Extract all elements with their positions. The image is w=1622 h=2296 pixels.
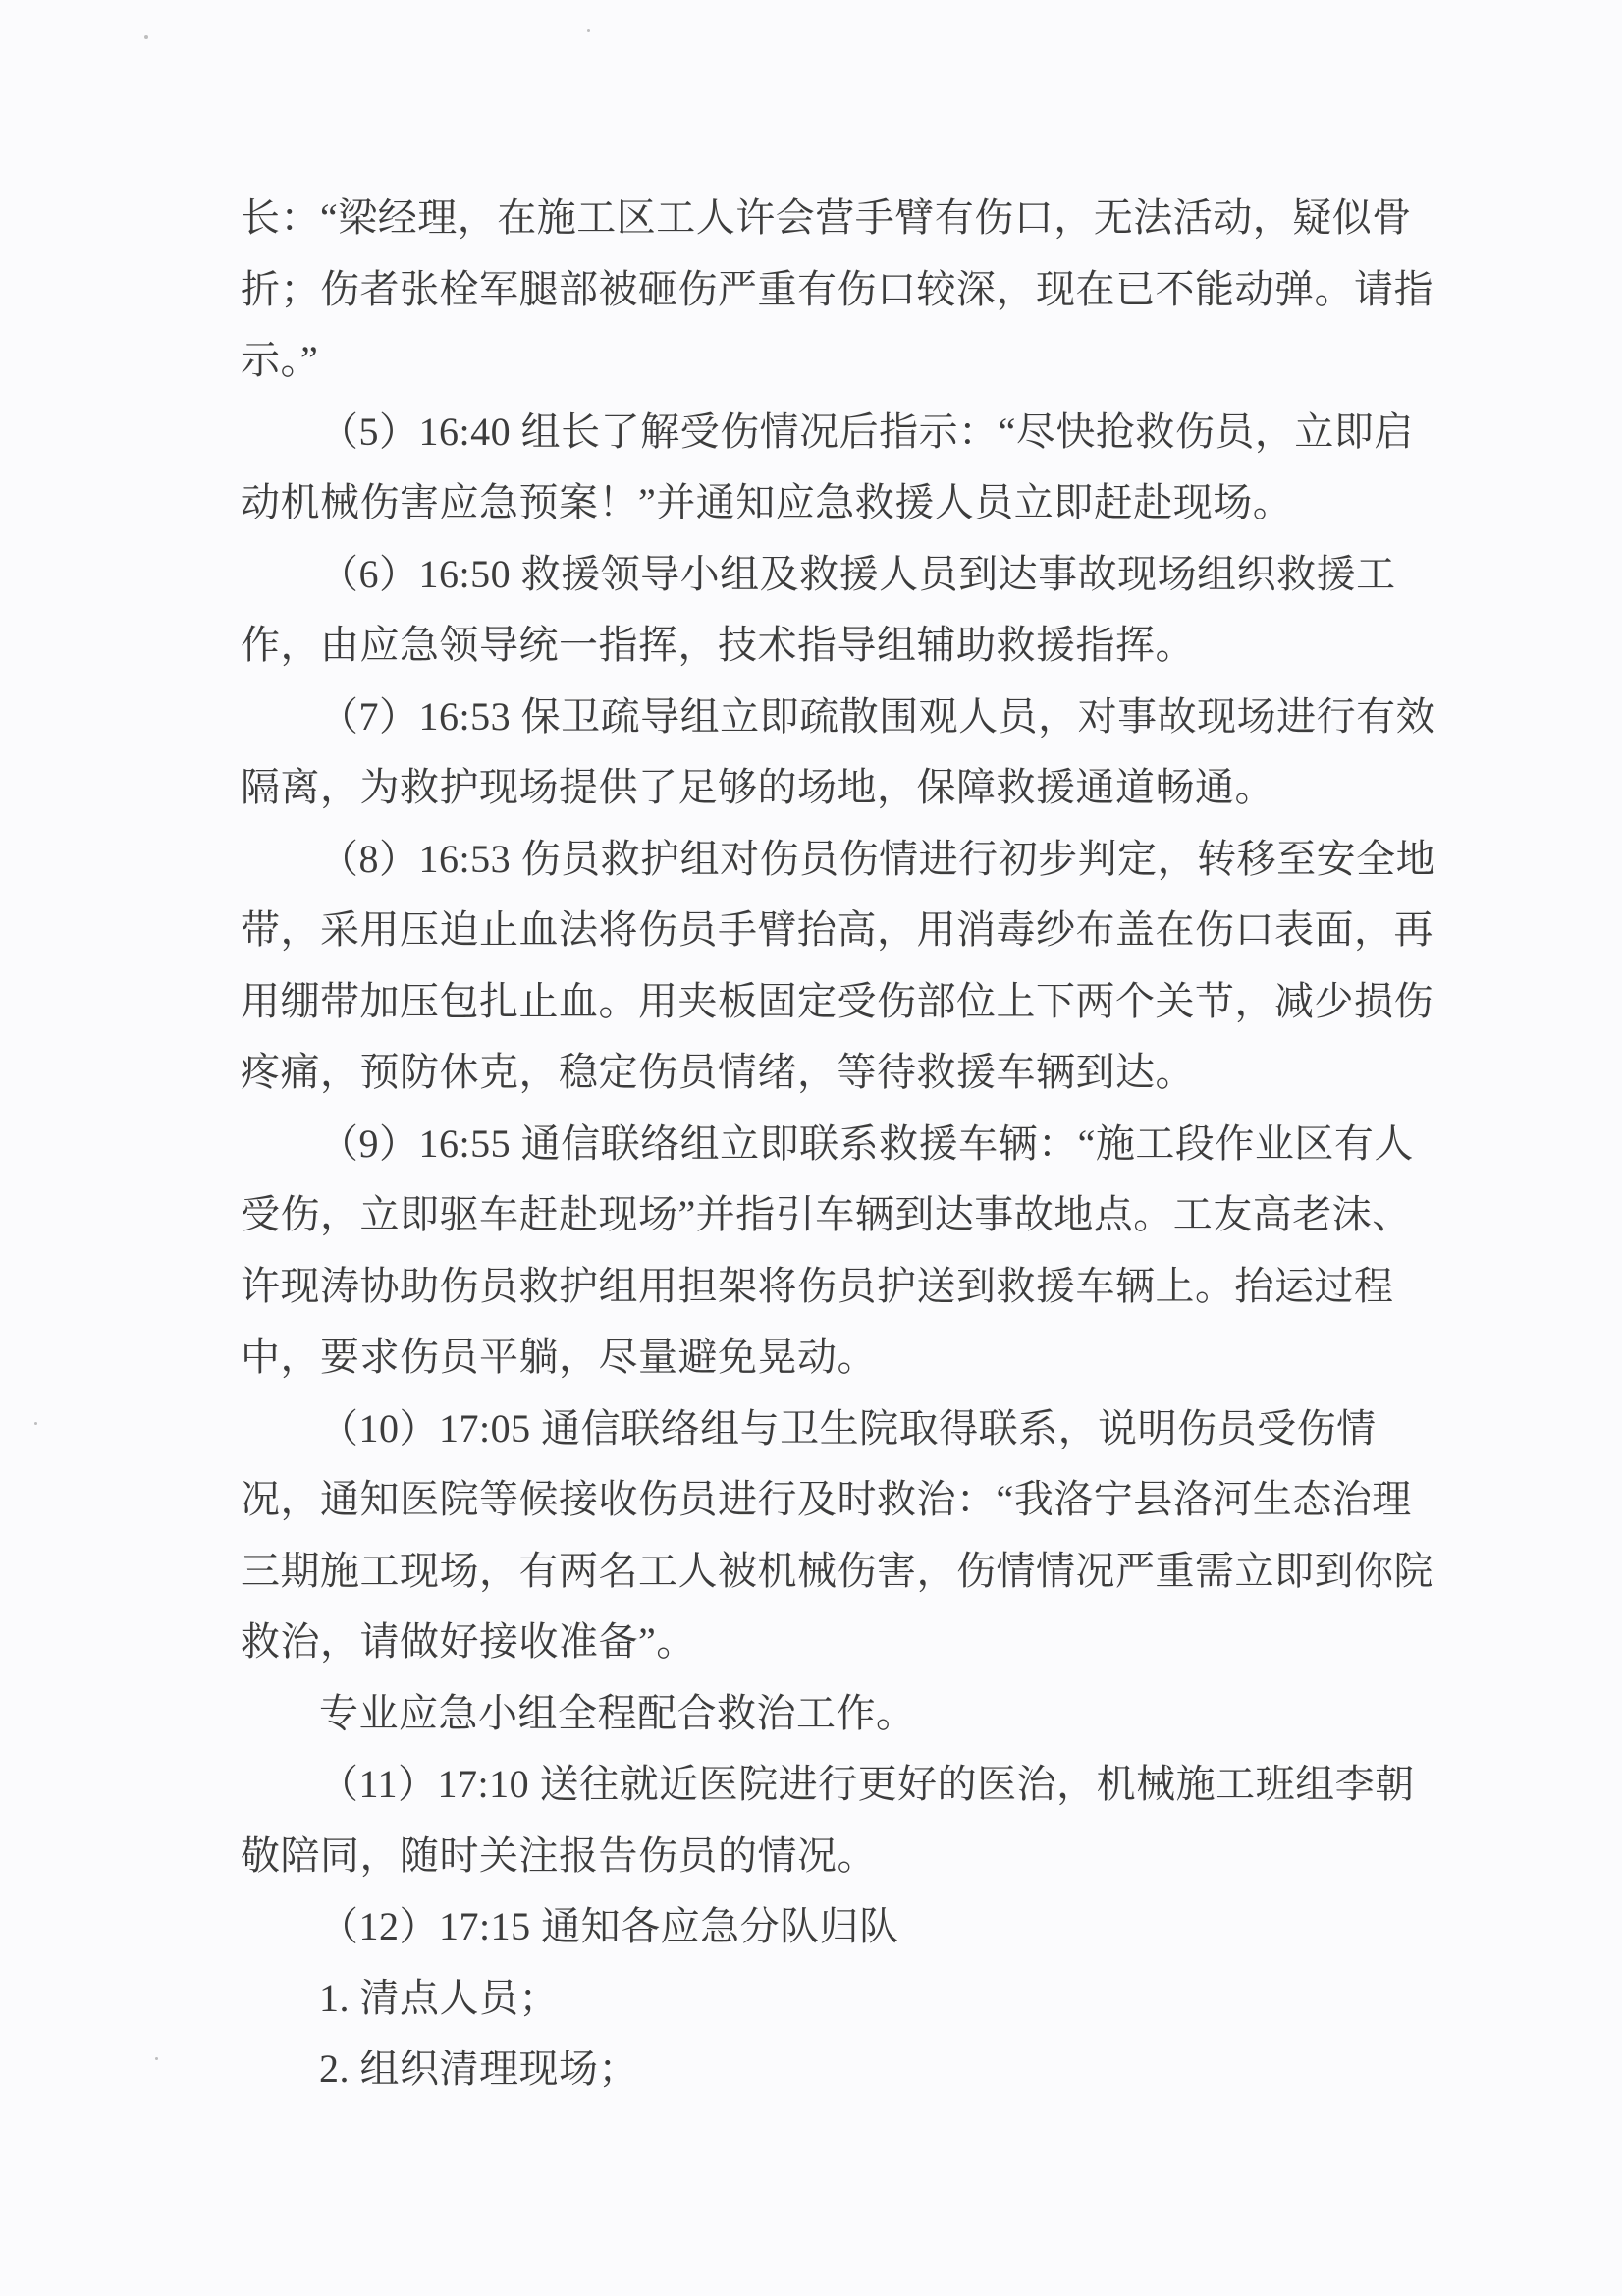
text-line: （5）16:40 组长了解受伤情况后指示：“尽快抢救伤员，立即启 <box>319 409 1414 454</box>
text-line: 动机械伤害应急预案！”并通知应急救援人员立即赶赴现场。 <box>241 480 1293 524</box>
text-line: 1. 清点人员； <box>319 1975 559 2020</box>
text-line: （6）16:50 救援领导小组及救援人员到达事故现场组织救援工 <box>319 551 1396 596</box>
text-line: 示。” <box>241 338 319 382</box>
text-line: 况，通知医院等候接收伤员进行及时救治：“我洛宁县洛河生态治理 <box>241 1477 1412 1521</box>
text-line: 作，由应急领导统一指挥，技术指导组辅助救援指挥。 <box>241 623 1195 667</box>
text-line: 专业应急小组全程配合救治工作。 <box>319 1690 916 1735</box>
text-line: 救治，请做好接收准备”。 <box>241 1619 696 1664</box>
text-line: 隔离，为救护现场提供了足够的场地，保障救援通道畅通。 <box>241 765 1274 809</box>
text-line: 中，要求伤员平躺，尽量避免晃动。 <box>241 1335 877 1379</box>
text-line: 带，采用压迫止血法将伤员手臂抬高，用消毒纱布盖在伤口表面，再 <box>241 907 1433 952</box>
text-line: （12）17:15 通知各应急分队归队 <box>319 1904 899 1948</box>
text-line: 用绷带加压包扎止血。用夹板固定受伤部位上下两个关节，减少损伤 <box>241 978 1433 1023</box>
text-line: （11）17:10 送往就近医院进行更好的医治，机械施工班组李朝 <box>319 1762 1415 1806</box>
text-line: 2. 组织清理现场； <box>319 2047 638 2091</box>
scan-speck <box>34 1422 37 1425</box>
document-body <box>241 183 1436 2105</box>
text-line: 敬陪同，随时关注报告伤员的情况。 <box>241 1832 877 1878</box>
text-line: 三期施工现场，有两名工人被机械伤害，伤情情况严重需立即到你院 <box>241 1548 1433 1593</box>
text-line: 许现涛协助伤员救护组用担架将伤员护送到救援车辆上。抬运过程 <box>241 1263 1394 1308</box>
text-line: 疼痛，预防休克，稳定伤员情绪，等待救援车辆到达。 <box>241 1050 1195 1094</box>
text-line: 折；伤者张栓军腿部被砸伤严重有伤口较深，现在已不能动弹。请指 <box>241 266 1433 311</box>
text-line: （9）16:55 通信联络组立即联系救援车辆：“施工段作业区有人 <box>319 1121 1414 1166</box>
text-line: （8）16:53 伤员救护组对伤员伤情进行初步判定，转移至安全地 <box>319 836 1436 881</box>
text-line: 受伤，立即驱车赶赴现场”并指引车辆到达事故地点。工友高老沫、 <box>241 1192 1412 1236</box>
text-line: （7）16:53 保卫疏导组立即疏散围观人员，对事故现场进行有效 <box>319 693 1436 738</box>
text-line: 长：“梁经理，在施工区工人许会营手臂有伤口，无法活动，疑似骨 <box>241 195 1412 240</box>
scan-speck <box>144 35 148 39</box>
text-line: （10）17:05 通信联络组与卫生院取得联系，说明伤员受伤情 <box>319 1405 1377 1450</box>
scan-speck <box>155 2057 158 2060</box>
scan-speck <box>587 29 590 32</box>
